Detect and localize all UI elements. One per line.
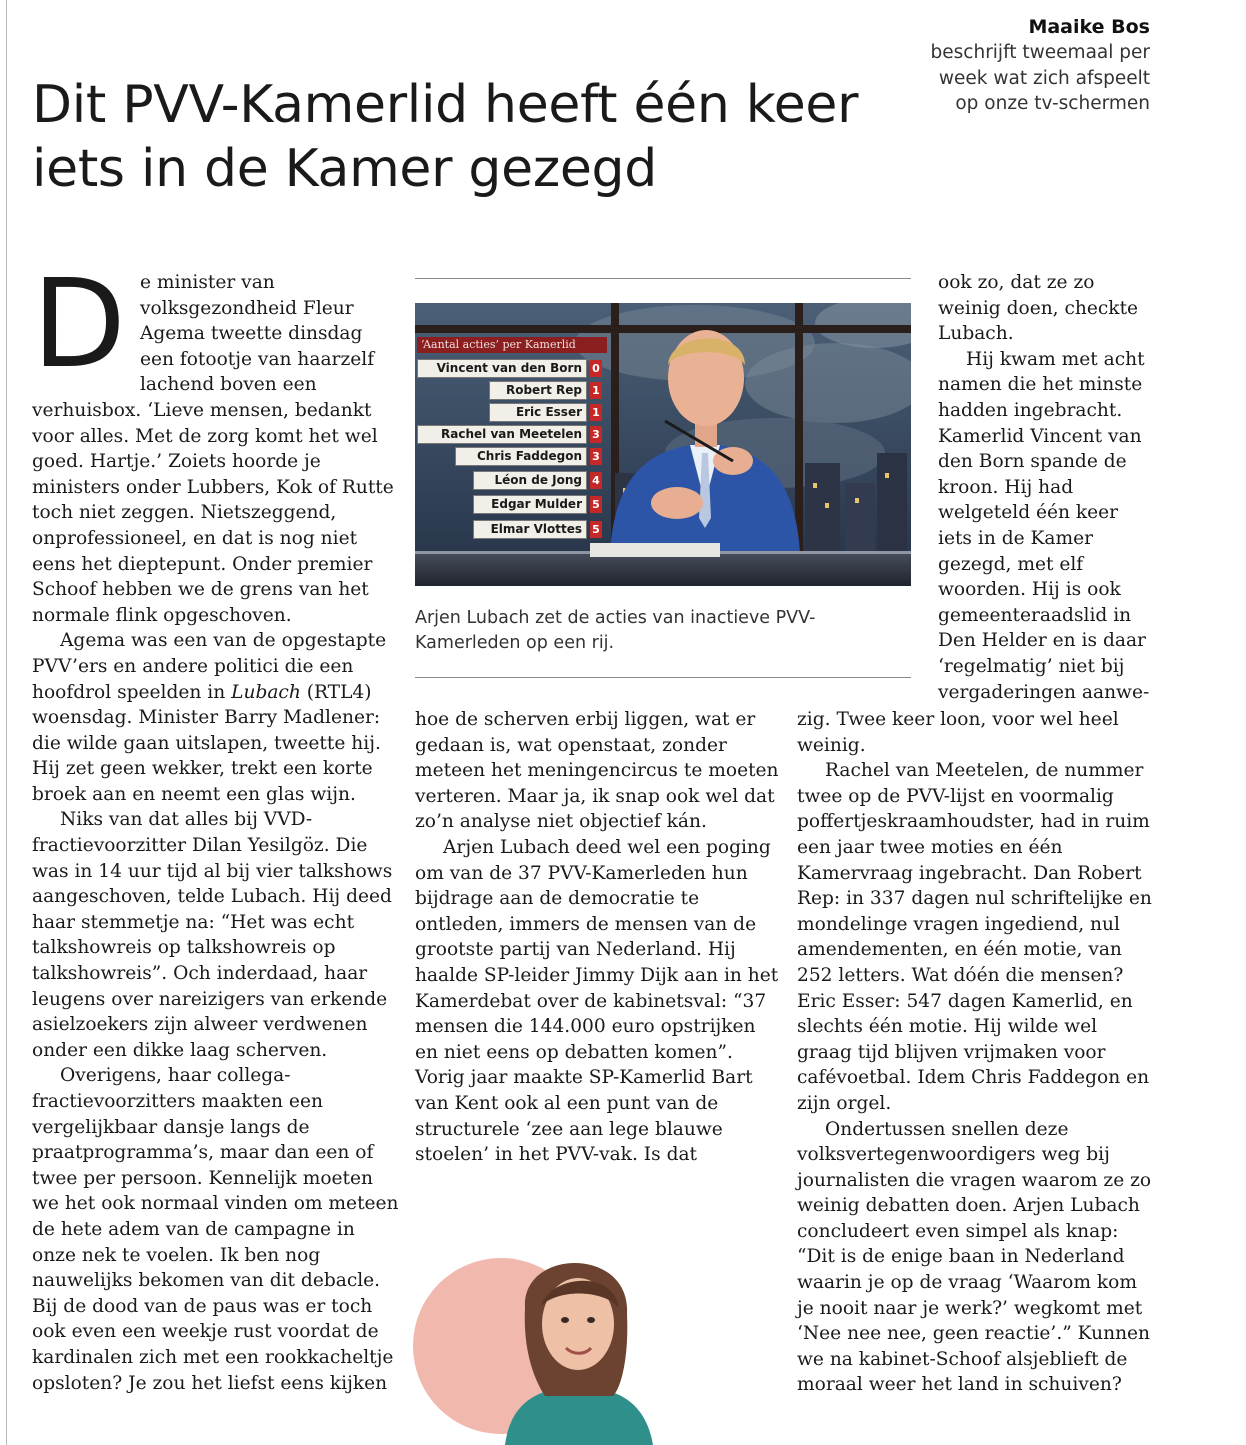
drop-cap: D bbox=[32, 253, 126, 395]
board-title: ‘Aantal acties’ per Kamerlid bbox=[417, 337, 607, 353]
headline: Dit PVV-Kamerlid heeft één keer iets in de Kamer gezegd bbox=[32, 75, 859, 199]
paragraph: hoe de scherven erbij liggen, wat er gedaan is, wat openstaat, zonder meteen het meningencircus te moeten verteren. Maar ja, ik snap ook wel dat zo’n analyse niet objectief kán. bbox=[415, 709, 779, 833]
board-count: 4 bbox=[590, 472, 602, 489]
board-row: Elmar Vlottes bbox=[473, 520, 587, 539]
board-count: 1 bbox=[590, 404, 602, 421]
tv-still-photo bbox=[415, 303, 911, 586]
page-border bbox=[6, 0, 7, 1445]
article-column-2 bbox=[415, 707, 783, 1168]
paragraph: Agema was een van de opgestapte PVV’ers en andere politici die een hoofdrol speelden in Lubach (RTL4) woensdag. Minister Barry Madlener: die wilde gaan uitslapen, tweette hij. Hij zet geen wekker, trekt een korte broek aan en neemt een glas wijn. bbox=[32, 630, 387, 805]
board-count: 3 bbox=[590, 448, 602, 465]
photo-caption: Arjen Lubach zet de acties van inactieve PVV-Kamerleden op een rij. bbox=[415, 608, 816, 653]
photo-bottom-rule bbox=[415, 677, 911, 678]
byline bbox=[910, 14, 1150, 117]
board-row: Léon de Jong bbox=[473, 471, 587, 490]
paragraph: Arjen Lubach deed wel een poging om van de 37 PVV-Kamerleden hun bijdrage aan de democratie te ontleden, immers de mensen van de grootste partij van Nederland. Hij haalde SP-leider Jimmy Dijk aan in het Kamerdebat over de kabinetsval: “37 mensen die 144.000 euro opstrijken en niet eens op debatten komen”. Vorig jaar maakte SP-Kamerlid Bart van Kent ook al een punt van de structurele ‘zee aan lege blauwe stoelen’ in het PVV-vak. Is dat bbox=[415, 836, 779, 1166]
article-column-3-bottom bbox=[797, 707, 1155, 1398]
paragraph: Overigens, haar collega-fractievoorzitters maakten een vergelijkbaar dansje langs de praatprogramma’s, maar dan een of twee per persoon. Kennelijk moeten we het ook normaal vinden om meteen de hete adem van de campagne in onze nek te voelen. Ik ben nog nauwelijks bekomen van dit debacle. Bij de dood van de paus was er toch ook even een weekje rust voordat de kardinalen zich met een rookkacheltje opsloten? Je zou het liefst eens kijken bbox=[32, 1065, 399, 1394]
author-portrait bbox=[413, 1228, 673, 1445]
board-count: 3 bbox=[590, 426, 602, 443]
board-count: 5 bbox=[590, 521, 602, 538]
board-row: Rachel van Meetelen bbox=[417, 425, 587, 444]
byline-author: Maaike Bos bbox=[1028, 16, 1150, 38]
byline-description: beschrijft tweemaal per week wat zich afspeelt op onze tv-schermen bbox=[930, 42, 1150, 115]
paragraph: zig. Twee keer loon, voor wel heel weinig. bbox=[797, 709, 1119, 756]
paragraph: Ondertussen snellen deze volksvertegenwoordigers weg bij journalisten die vragen waarom ze zo weinig debatten doen. Arjen Lubach concludeert even simpel als knap: “Dit is de enige baan in Nederland waarin je op de vraag ‘Waarom kom je nooit naar je werk?’ wegkomt met ‘Nee nee nee, geen reactie’.” Kunnen we na kabinet-Schoof alsjeblieft de moraal weer het land in schuiven? bbox=[797, 1118, 1152, 1396]
portrait-illustration bbox=[413, 1228, 673, 1445]
board-row: Robert Rep bbox=[489, 381, 587, 400]
paragraph: Niks van dat alles bij VVD-fractievoorzitter Dilan Yesilgöz. Die was in 14 uur tijd al bij vier talkshows aangeschoven, telde Lubach. Hij deed haar stemmetje na: “Het was echt talkshowreis op talkshowreis op talkshowreis”. Och inderdaad, haar leugens over nareizigers van erkende asielzoekers zijn alweer verdwenen onder een dikke laag scherven. bbox=[32, 809, 393, 1061]
board-row: Edgar Mulder bbox=[473, 495, 587, 514]
photo-top-rule bbox=[415, 278, 911, 279]
paragraph: ook zo, dat ze zo weinig doen, checkte Lubach. bbox=[938, 272, 1139, 345]
show-title: Lubach bbox=[231, 681, 301, 703]
board-count: 1 bbox=[590, 382, 602, 399]
paragraph: Rachel van Meetelen, de nummer twee op de PVV-lijst en voormalig poffertjeskraamhoudster, had in ruim een jaar twee moties en één Kamervraag ingebracht. Dan Robert Rep: in 337 dagen nul schriftelijke en mondelinge vragen ingediend, nul amendementen, en één motie, van 252 letters. Wat dóén die mensen? Eric Esser: 547 dagen Kamerlid, en slechts één motie. Hij wilde wel graag tijd blijven vrijmaken voor cafévoetbal. Idem Chris Faddegon en zijn orgel. bbox=[797, 760, 1152, 1114]
article-column-3-top bbox=[938, 270, 1152, 705]
board-row: Chris Faddegon bbox=[455, 447, 587, 466]
paragraph: e minister van volksgezondheid Fleur Agema tweette dinsdag een fotootje van haarzelf lachend boven een verhuisbox. ‘Lieve mensen, bedankt voor alles. Met de zorg komt het wel goed. Hartje.’ Zoiets hoorde je ministers onder Lubbers, Kok of Rutte toch niet zeggen. Nietszeggend, onprofessioneel, en dat is nog niet eens het dieptepunt. Onder premier Schoof hebben we de grens van het normale flink opgeschoven. bbox=[32, 272, 394, 626]
board-row: Vincent van den Born bbox=[417, 359, 587, 378]
board-count: 5 bbox=[590, 496, 602, 513]
article-column-1 bbox=[32, 253, 400, 1396]
board-count: 0 bbox=[590, 360, 602, 377]
paragraph: Hij kwam met acht namen die het minste hadden ingebracht. Kamerlid Vincent van den Born spande de kroon. Hij had welgeteld één keer iets in de Kamer gezegd, met elf woorden. Hij is ook gemeenteraadslid in Den Helder en is daar ‘regelmatig’ niet bij vergaderingen aanwe- bbox=[938, 348, 1150, 703]
board-row: Eric Esser bbox=[489, 403, 587, 422]
